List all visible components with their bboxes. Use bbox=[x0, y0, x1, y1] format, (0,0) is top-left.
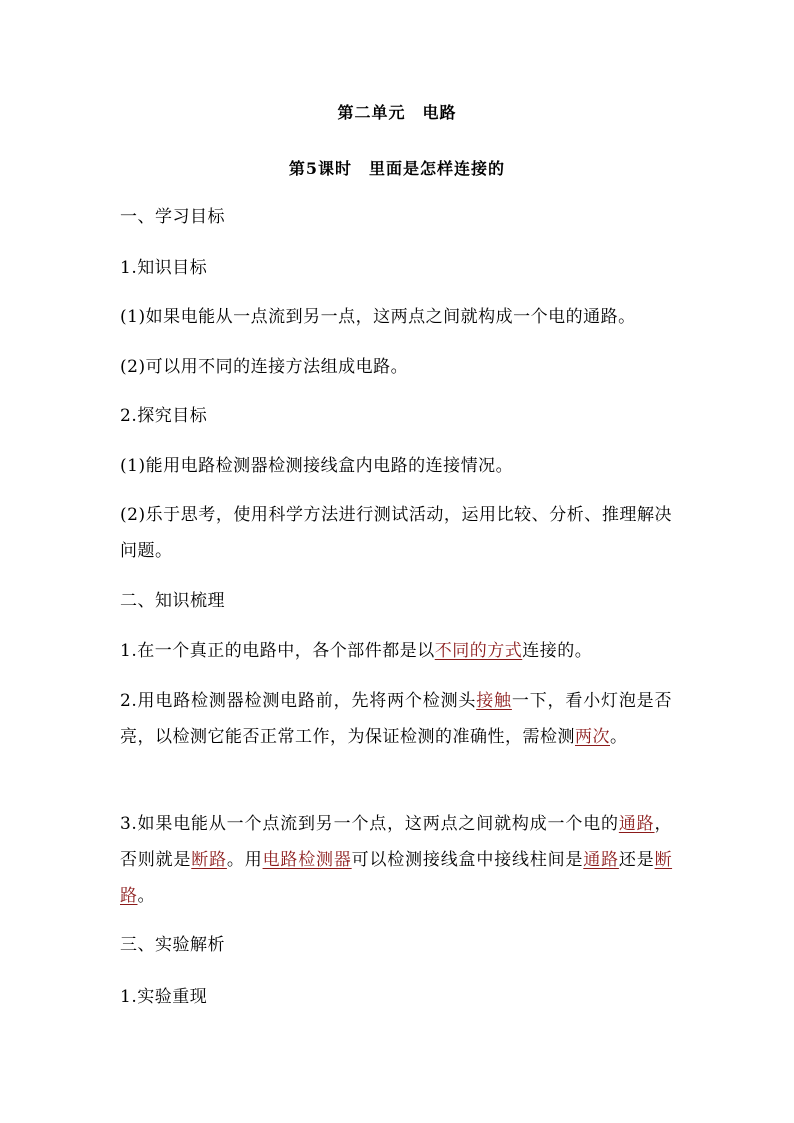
review-item-2-text-b: 一下，看小灯泡是否亮，以检测它能否正常工作，为保证检测的准确性，需检测 bbox=[120, 691, 672, 747]
inquiry-goal-heading: 2.探究目标 bbox=[120, 406, 208, 426]
section1-heading: 一、学习目标 bbox=[120, 207, 225, 227]
knowledge-goal-item-2: (2)可以用不同的连接方法组成电路。 bbox=[120, 357, 409, 377]
answer-blank: 两次 bbox=[575, 727, 610, 747]
review-item-1 bbox=[120, 633, 672, 669]
review-item-2-text-c: 。 bbox=[610, 727, 628, 747]
answer-blank: 电路检测器 bbox=[262, 850, 352, 870]
review-item-3-text-b: ，否则就是 bbox=[120, 814, 673, 870]
review-item-3 bbox=[120, 806, 672, 914]
review-item-2-text-a: 2.用电路检测器检测电路前，先将两个检测头 bbox=[120, 691, 477, 711]
knowledge-goal-item-1: (1)如果电能从一点流到另一点，这两点之间就构成一个电的通路。 bbox=[120, 307, 636, 327]
section3-heading: 三、实验解析 bbox=[120, 935, 225, 955]
experiment-reproduction-heading: 1.实验重现 bbox=[120, 987, 208, 1007]
answer-blank: 不同的方式 bbox=[434, 641, 523, 661]
section2-heading: 二、知识梳理 bbox=[120, 591, 225, 611]
answer-blank: 接触 bbox=[476, 691, 512, 711]
review-item-3-text-f: 。 bbox=[137, 886, 155, 906]
answer-blank: 通路 bbox=[618, 814, 655, 834]
review-item-3-text-a: 3.如果电能从一个点流到另一个点，这两点之间就构成一个电的 bbox=[120, 814, 619, 834]
inquiry-goal-item-2: (2)乐于思考，使用科学方法进行测试活动，运用比较、分析、推理解决问题。 bbox=[120, 505, 672, 561]
review-item-3-text-d: 可以检测接线盒中接线柱间是 bbox=[351, 850, 584, 870]
review-item-1-text-b: 连接的。 bbox=[522, 641, 593, 661]
unit-title: 第二单元 电路 bbox=[337, 103, 457, 122]
inquiry-goal-item-1: (1)能用电路检测器检测接线盒内电路的连接情况。 bbox=[120, 456, 514, 476]
review-item-2 bbox=[120, 683, 672, 755]
answer-blank: 断路 bbox=[191, 850, 227, 870]
lesson-title: 第5课时 里面是怎样连接的 bbox=[288, 159, 506, 178]
knowledge-goal-heading: 1.知识目标 bbox=[120, 258, 208, 278]
review-item-3-text-c: 。用 bbox=[226, 850, 263, 870]
answer-blank: 通路 bbox=[583, 850, 619, 870]
review-item-3-text-e: 还是 bbox=[618, 850, 655, 870]
answer-blank: 断路 bbox=[120, 850, 673, 906]
review-item-1-text-a: 1.在一个真正的电路中，各个部件都是以 bbox=[120, 641, 435, 661]
